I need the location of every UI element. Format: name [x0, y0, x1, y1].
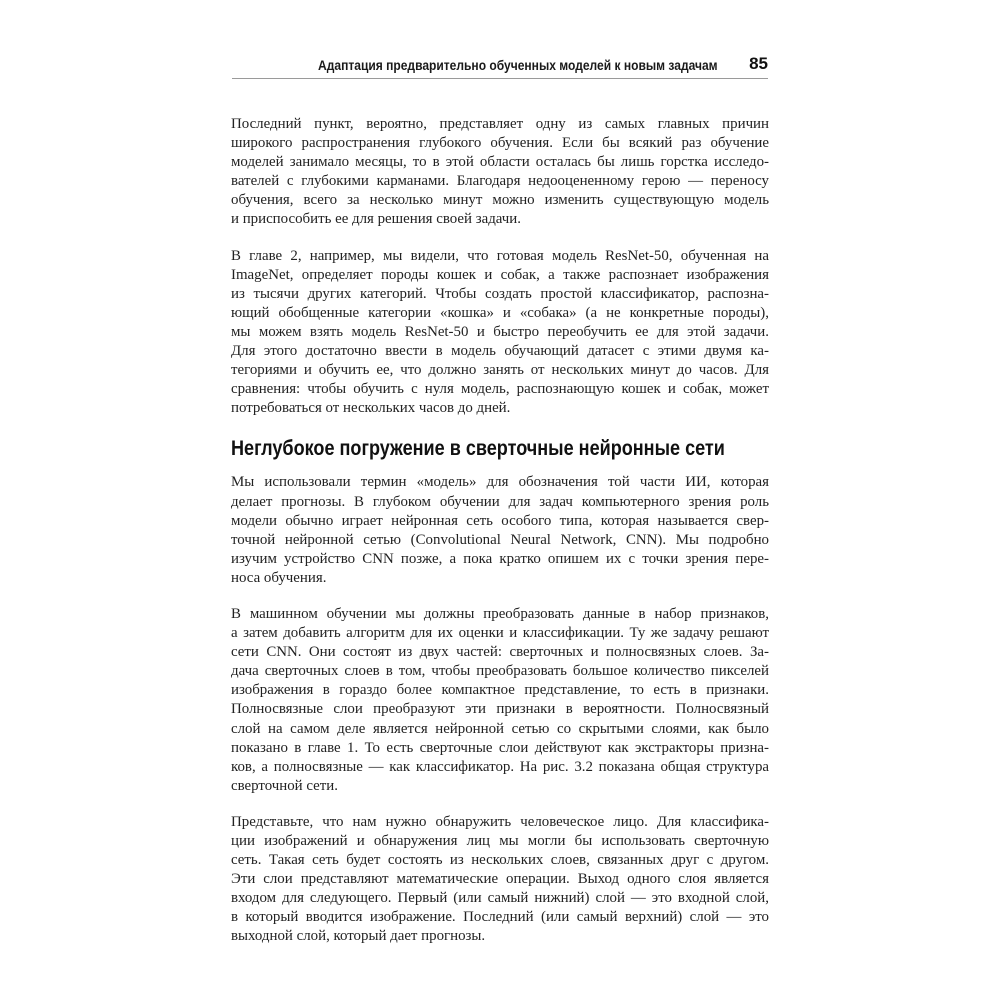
- text-line: Для этого достаточно ввести в модель обучающий датасет с этими двумя ка-: [231, 343, 769, 360]
- running-header-title: Адаптация предварительно обученных моделей к новым задачам: [318, 57, 718, 73]
- page-number: 85: [749, 54, 768, 73]
- paragraph-intro-1: [231, 115, 769, 230]
- paragraph-section-3: [231, 813, 769, 947]
- text-line: мы можем взять модель ResNet-50 и быстро переобучить ее для этой задачи.: [231, 323, 769, 340]
- text-line: сеть. Такая сеть будет состоять из нескольких слоев, связанных друг с другом.: [231, 852, 769, 869]
- text-line: показано в главе 1. То есть сверточные слои действуют как экстракторы призна-: [231, 739, 769, 756]
- text-line: а затем добавить алгоритм для их оценки и классификации. Ту же задачу решают: [231, 625, 769, 642]
- text-line: модели обычно играет нейронная сеть особого типа, которая называется свер-: [231, 512, 769, 529]
- text-line: Представьте, что нам нужно обнаружить человеческое лицо. Для классифика-: [231, 813, 769, 830]
- text-line: широкого распространения глубокого обучения. Если бы всякий раз обучение: [231, 135, 769, 152]
- text-line: тегориями и обучить ее, что должно занять от нескольких минут до часов. Для: [231, 362, 769, 379]
- text-line: слой на самом деле является нейронной сетью со скрытыми слоями, как было: [231, 720, 769, 737]
- text-line: вателей с глубокими карманами. Благодаря недооцененному герою — переносу: [231, 173, 769, 190]
- text-line: изучим устройство CNN позже, а пока кратко опишем их с точки зрения пере-: [231, 550, 769, 567]
- text-line: выходной слой, который дает прогнозы.: [231, 928, 486, 945]
- text-line: ющий обобщенные категории «кошка» и «собака» (а не конкретные породы),: [231, 304, 769, 321]
- text-line: Мы использовали термин «модель» для обозначения той части ИИ, которая: [231, 474, 769, 491]
- text-line: Эти слои представляют математические операции. Выход одного слоя является: [231, 871, 769, 888]
- text-line: сравнения: чтобы обучить с нуля модель, распознающую кошек и собак, может: [231, 381, 769, 398]
- text-line: дача сверточных слоев в том, чтобы преобразовать большое количество пикселей: [231, 663, 769, 680]
- text-line: ImageNet, определяет породы кошек и собак, а также распознает изображения: [231, 266, 769, 283]
- text-line: точной нейронной сетью (Convolutional Neural Network, CNN). Мы подробно: [231, 531, 769, 548]
- text-line: носа обучения.: [231, 569, 327, 586]
- text-line: изображения в гораздо более компактное представление, то есть в признаки.: [231, 682, 769, 699]
- paragraph-intro-2: [231, 247, 769, 419]
- text-line: В главе 2, например, мы видели, что готовая модель ResNet-50, обученная на: [231, 247, 769, 264]
- text-line: моделей занимало месяцы, то в этой области осталась бы лишь горстка исследо-: [231, 154, 769, 171]
- paragraph-section-1: [231, 473, 769, 588]
- text-line: делает прогнозы. В глубоком обучении для задач компьютерного зрения роль: [231, 493, 769, 510]
- text-line: сети CNN. Они состоят из двух частей: сверточных и полносвязных слоев. За-: [231, 644, 769, 661]
- text-line: сверточной сети.: [231, 777, 338, 794]
- text-line: и приспособить ее для решения своей задачи.: [231, 211, 521, 228]
- running-header: [232, 56, 768, 79]
- text-line: ков, а полносвязные — как классификатор. На рис. 3.2 показана общая структура: [231, 758, 769, 775]
- text-line: В машинном обучении мы должны преобразовать данные в набор признаков,: [231, 605, 769, 622]
- text-line: в который вводится изображение. Последний (или самый верхний) слой — это: [231, 909, 769, 926]
- text-line: Полносвязные слои преобразуют эти признаки в вероятности. Полносвязный: [231, 701, 769, 718]
- page-content: [231, 115, 769, 964]
- text-line: ции изображений и обнаружения лиц мы могли бы использовать сверточную: [231, 833, 769, 849]
- text-line: Последний пункт, вероятно, представляет одну из самых главных причин: [231, 116, 769, 132]
- text-line: обучения, всего за несколько минут можно изменить существующую модель: [231, 192, 769, 209]
- paragraph-section-2: [231, 605, 769, 796]
- section-heading: Неглубокое погружение в сверточные нейронные сети: [231, 436, 725, 461]
- text-line: из тысячи других категорий. Чтобы создать простой классификатор, распозна-: [231, 285, 769, 302]
- text-line: входом для следующего. Первый (или самый нижний) слой — это входной слой,: [231, 890, 769, 907]
- text-line: потребоваться от нескольких часов до дней.: [231, 400, 511, 417]
